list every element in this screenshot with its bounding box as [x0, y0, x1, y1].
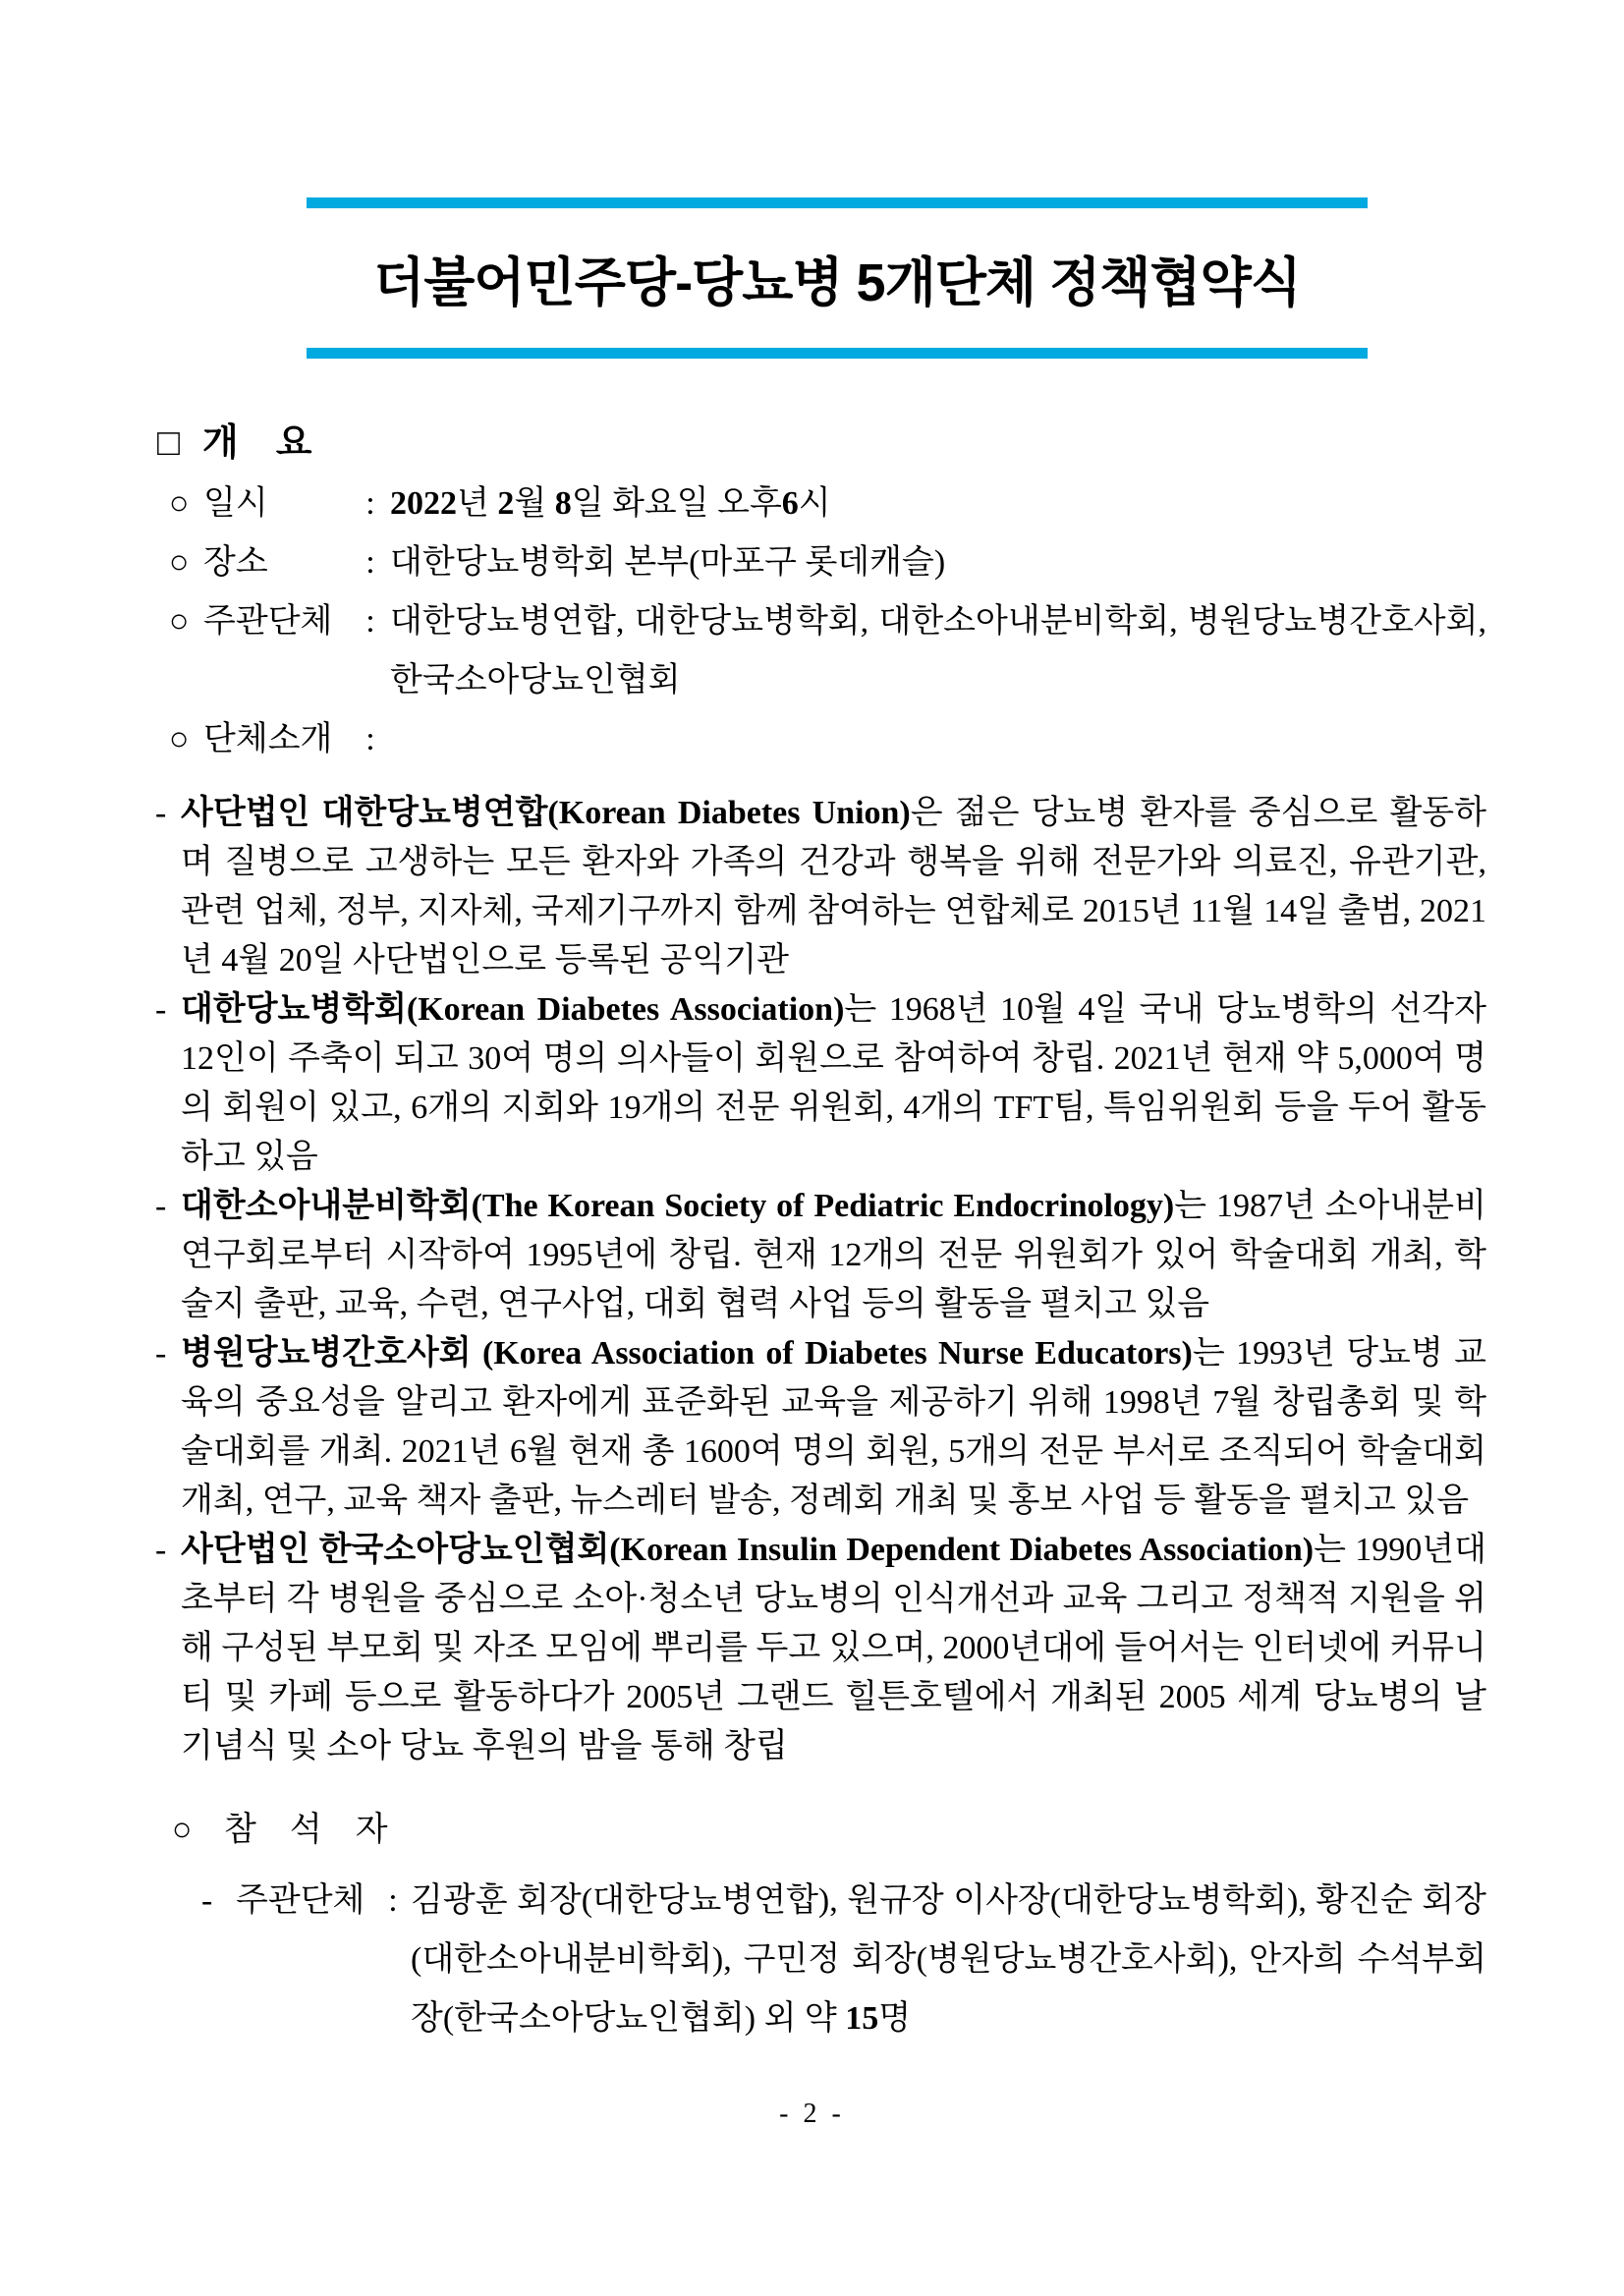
overview-section-heading: [157, 421, 1486, 465]
row-label: 장소: [203, 544, 268, 581]
title-block: [307, 208, 1368, 348]
org-description-list: [155, 789, 1486, 1771]
datetime-year: 2022: [390, 485, 457, 522]
org-desc: 는 1968년 10월 4일 국내 당뇨병학의 선각자 12인이 주축이 되고 30여 명의 의사들이 회원으로 참여하여 창립. 2021년 현재 약 5,000여 명의 회원이 있고, 6개의 지회와 19개의 전문 위원회, 4개의 TFT팀, 특임위원회 등을 두어 활동하고 있음: [181, 991, 1486, 1175]
datetime-day: 8: [554, 485, 572, 522]
row-colon: :: [388, 1882, 398, 1919]
org-name: 사단법인 대한당뇨병연합(Korean Diabetes Union): [181, 795, 911, 831]
circle-bullet-icon: ○: [169, 721, 190, 757]
datetime-text: 년: [457, 485, 498, 522]
row-colon: :: [365, 721, 375, 757]
org-desc: 는 1993년 당뇨병 교육의 중요성을 알리고 환자에게 표준화된 교육을 제공하기 위해 1998년 7월 창립총회 및 학술대회를 개최. 2021년 6월 현재 총 1600여 명의 회원, 5개의 전문 부서로 조직되어 학술대회 개최, 연구, 교육 책자 출판, 뉴스레터 발송, 정례회 개최 및 홍보 사업 등 활동을 펼치고 있음: [181, 1335, 1486, 1519]
title-rule-bottom: [307, 348, 1368, 359]
overview-row-org-intro: [0, 710, 1486, 769]
row-colon: :: [365, 485, 375, 522]
attendees-count: 15: [845, 2000, 879, 2037]
attendees-row-label: 주관단체: [236, 1882, 365, 1919]
row-colon: :: [365, 603, 375, 640]
circle-bullet-icon: ○: [172, 1812, 193, 1848]
attendees-row: [0, 1872, 1486, 2048]
overview-row-place: [0, 533, 1486, 592]
document-title: 더불어민주당-당뇨병 5개단체 정책협약식: [373, 252, 1301, 312]
row-colon: :: [365, 544, 375, 581]
circle-bullet-icon: ○: [169, 603, 190, 640]
dash-bullet: -: [155, 1532, 167, 1568]
row-label: 단체소개: [203, 721, 333, 757]
overview-rows: [0, 475, 1486, 769]
org-desc: 는 1987년 소아내분비연구회로부터 시작하여 1995년에 창립. 현재 12개의 전문 위원회가 있어 학술대회 개최, 학술지 출판, 교육, 수련, 연구사업, 대회 협력 사업 등의 활동을 펼치고 있음: [181, 1188, 1486, 1322]
attendees-row-value: [411, 1872, 1486, 2048]
circle-bullet-icon: ○: [169, 485, 190, 522]
org-name: 사단법인 한국소아당뇨인협회(Korean Insulin Dependent Diabetes Association): [181, 1532, 1315, 1568]
list-item-org-association: [155, 985, 1486, 1182]
dash-bullet: -: [155, 1188, 167, 1224]
overview-heading-label: 개 요: [202, 422, 312, 464]
row-label: 주관단체: [203, 603, 333, 640]
circle-bullet-icon: ○: [169, 544, 190, 581]
row-value-organizers: 대한당뇨병연합, 대한당뇨병학회, 대한소아내분비학회, 병원당뇨병간호사회, 한국소아당뇨인협회: [390, 603, 1486, 699]
org-desc: 은 젊은 당뇨병 환자를 중심으로 활동하며 질병으로 고생하는 모든 환자와 가족의 건강과 행복을 위해 전문가와 의료진, 유관기관, 관련 업체, 정부, 지자체, 국제기구까지 함께 참여하는 연합체로 2015년 11월 14일 출범, 2021년 4월 20일 사단법인으로 등록된 공익기관: [181, 795, 1486, 979]
attendees-count-suffix: 명: [878, 2000, 912, 2037]
list-item-org-insulin-dependent: [155, 1526, 1486, 1771]
attendees-names: 김광훈 회장(대한당뇨병연합), 원규장 이사장(대한당뇨병학회), 황진순 회장(대한소아내분비학회), 구민정 회장(병원당뇨병간호사회), 안자희 수석부회장(한국소아당뇨인협회) 외 약: [411, 1882, 1486, 2037]
page-number: - 2 -: [779, 2099, 845, 2129]
datetime-text: 월: [514, 485, 555, 522]
overview-row-organizers: [0, 592, 1486, 710]
datetime-month: 2: [497, 485, 515, 522]
datetime-hour: 6: [781, 485, 799, 522]
row-label: 일시: [203, 485, 268, 522]
list-item-org-union: [155, 789, 1486, 985]
org-name: 병원당뇨병간호사회 (Korea Association of Diabetes Nurse Educators): [181, 1335, 1193, 1372]
datetime-text: 일 화요일 오후: [571, 485, 782, 522]
dash-bullet: -: [155, 795, 167, 831]
square-bullet-icon: □: [157, 422, 180, 464]
list-item-org-pediatric-endocrinology: [155, 1182, 1486, 1329]
row-value-datetime: [390, 475, 1486, 533]
dash-bullet: -: [155, 991, 167, 1028]
attendees-heading: [172, 1801, 1486, 1860]
title-rule-top: [307, 197, 1368, 208]
datetime-text: 시: [798, 485, 831, 522]
dash-bullet: -: [155, 1335, 167, 1372]
row-value-place: 대한당뇨병학회 본부(마포구 롯데캐슬): [390, 544, 946, 581]
attendees-heading-label: 참 석 자: [224, 1812, 388, 1848]
org-desc: 는 1990년대 초부터 각 병원을 중심으로 소아·청소년 당뇨병의 인식개선과 교육 그리고 정책적 지원을 위해 구성된 부모회 및 자조 모임에 뿌리를 두고 있으며, 2000년대에 들어서는 인터넷에 커뮤니티 및 카페 등으로 활동하다가 2005년 그랜드 힐튼호텔에서 개최된 2005 세계 당뇨병의 날 기념식 및 소아 당뇨 후원의 밤을 통해 창립: [181, 1532, 1486, 1764]
org-name: 대한당뇨병학회(Korean Diabetes Association): [181, 991, 845, 1028]
dash-bullet: -: [201, 1882, 213, 1919]
list-item-org-nurse-educators: [155, 1329, 1486, 1526]
overview-row-datetime: [0, 475, 1486, 533]
org-name: 대한소아내분비학회(The Korean Society of Pediatric Endocrinology): [181, 1188, 1175, 1224]
